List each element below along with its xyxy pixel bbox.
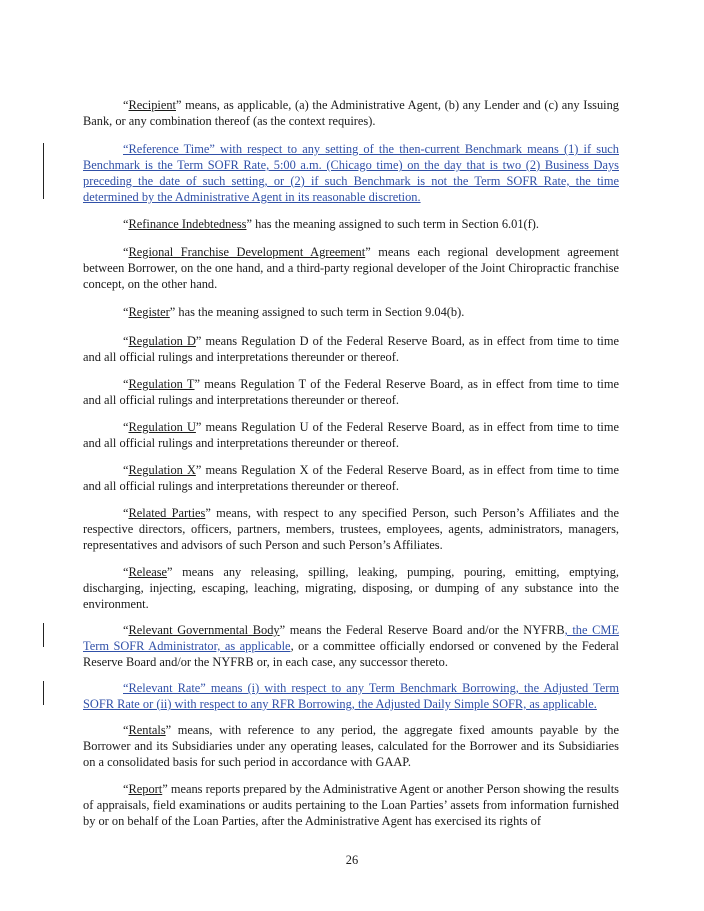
- term: Recipient: [128, 98, 176, 112]
- term: Regulation T: [128, 377, 195, 391]
- change-bar: [43, 143, 44, 199]
- definition-regulation-d: “Regulation D” means Regulation D of the Federal Reserve Board, as in effect from time to time and all official rulings and interpretations thereunder or thereof.: [83, 334, 619, 364]
- change-bar: [43, 623, 44, 647]
- definition-reference-time: “Reference Time” with respect to any setting of the then-current Benchmark means (1) if such Benchmark is the Term SOFR Rate, 5:00 a.m. (Chicago time) on the day that is two (2) Business Days preceding the date of such setting, or (2) if such Benchmark is not the Term SOFR Rate, the time determined by the Administrative Agent in its reasonable discretion.: [83, 142, 619, 204]
- change-bar: [43, 681, 44, 705]
- term: Regulation U: [128, 420, 196, 434]
- term: Release: [128, 565, 168, 579]
- definition-refinance-indebtedness: “Refinance Indebtedness” has the meaning assigned to such term in Section 6.01(f).: [123, 217, 540, 231]
- term: Report: [128, 782, 163, 796]
- term: Regional Franchise Development Agreement: [128, 245, 366, 259]
- definition-recipient: “Recipient” means, as applicable, (a) the Administrative Agent, (b) any Lender and (c) any Issuing Bank, or any combination thereof (as the context requires).: [83, 98, 619, 128]
- term: Related Parties: [128, 506, 206, 520]
- definition-report: “Report” means reports prepared by the Administrative Agent or another Person showing the results of appraisals, field examinations or audits pertaining to the Loan Parties’ assets from information furnished by or on behalf of the Loan Parties, after the Administrative Agent has exercised its rights of: [83, 782, 619, 828]
- definition-relevant-governmental-body: “Relevant Governmental Body” means the Federal Reserve Board and/or the NYFRB, the CME Term SOFR Administrator, as applicable, or a committee officially endorsed or convened by the Federal Reserve Board and/or the NYFRB or, in each case, any successor thereto.: [83, 623, 620, 669]
- term: Regulation X: [128, 463, 196, 477]
- definition-rentals: “Rentals” means, with reference to any period, the aggregate fixed amounts payable by the Borrower and its Subsidiaries under any operating leases, calculated for the Borrower and its Subsidiaries on a consolidated basis for such period in accordance with GAAP.: [83, 723, 619, 769]
- definition-relevant-rate: “Relevant Rate” means (i) with respect to any Term Benchmark Borrowing, the Adjusted Term SOFR Rate or (ii) with respect to any RFR Borrowing, the Adjusted Daily Simple SOFR, as applicable.: [83, 681, 619, 711]
- definition-regulation-u: “Regulation U” means Regulation U of the Federal Reserve Board, as in effect from time to time and all official rulings and interpretations thereunder or thereof.: [83, 420, 619, 450]
- definition-regional-franchise: “Regional Franchise Development Agreement” means each regional development agreement between Borrower, on the one hand, and a third-party regional developer of the Joint Chiropractic franchise concept, on the other hand.: [83, 245, 619, 291]
- definition-related-parties: “Related Parties” means, with respect to any specified Person, such Person’s Affiliates and the respective directors, officers, partners, members, trustees, employees, agents, administrators, managers, representatives and advisors of such Person and such Person’s Affiliates.: [83, 506, 619, 552]
- definition-register: “Register” has the meaning assigned to such term in Section 9.04(b).: [123, 305, 465, 319]
- term: Refinance Indebtedness: [128, 217, 247, 231]
- term: Register: [128, 305, 170, 319]
- definition-regulation-x: “Regulation X” means Regulation X of the Federal Reserve Board, as in effect from time to time and all official rulings and interpretations thereunder or thereof.: [83, 463, 619, 493]
- definition-release: “Release” means any releasing, spilling, leaking, pumping, pouring, emitting, emptying, discharging, injecting, escaping, leaching, migrating, disposing, or dumping of any substance into the environment.: [83, 565, 619, 611]
- definition-regulation-t: “Regulation T” means Regulation T of the Federal Reserve Board, as in effect from time to time and all official rulings and interpretations thereunder or thereof.: [83, 377, 619, 407]
- term: Rentals: [128, 723, 166, 737]
- term: Regulation D: [128, 334, 196, 348]
- page-number: 26: [345, 853, 359, 867]
- term: Relevant Governmental Body: [128, 623, 280, 637]
